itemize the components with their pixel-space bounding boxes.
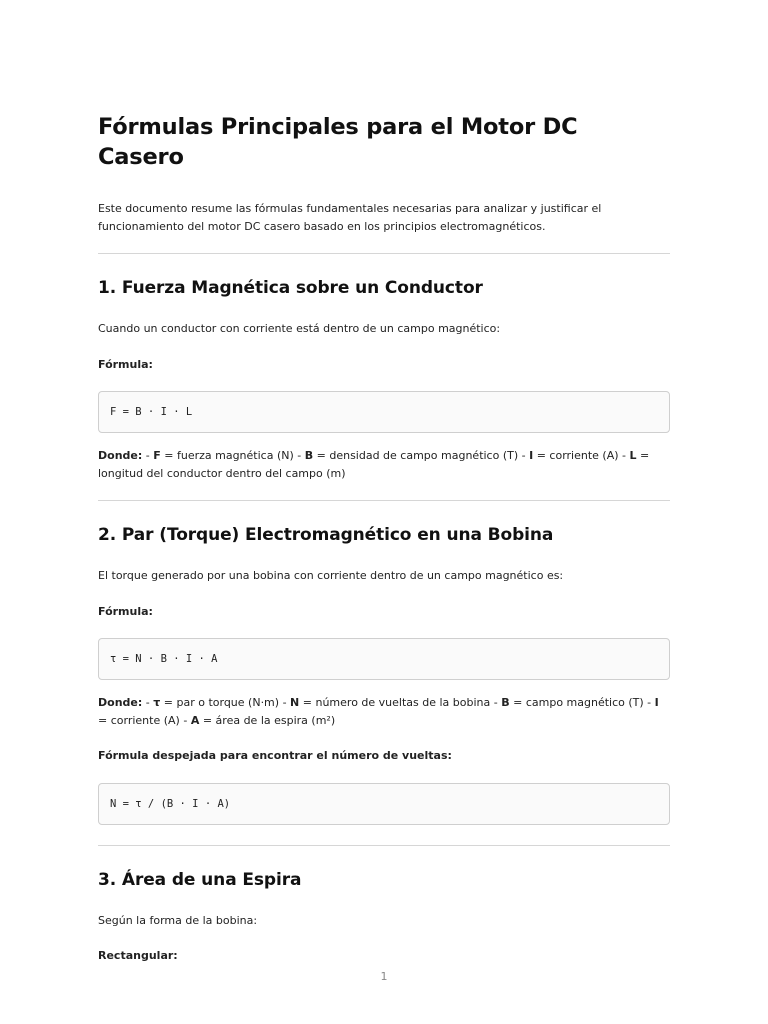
section-text: Cuando un conductor con corriente está dentro de un campo magnético: — [98, 322, 501, 335]
donde-label: Donde: — [98, 696, 143, 709]
document-page — [98, 112, 670, 983]
var-symbol: I — [654, 696, 659, 709]
var-symbol: A — [190, 713, 200, 727]
var-symbol: B — [501, 696, 510, 709]
formula-label: Fórmula: — [98, 604, 153, 618]
donde-label: Donde: — [98, 449, 143, 462]
section-heading: 2. Par (Torque) Electromagnético en una Bobina — [98, 525, 554, 545]
section-text: Según la forma de la bobina: — [98, 913, 258, 927]
section-fuerza-magnetica — [98, 276, 670, 482]
var-desc: densidad de campo magnético (T) — [329, 449, 519, 462]
section-torque — [98, 523, 670, 825]
var-symbol: F — [153, 449, 161, 462]
variables-paragraph: Donde: - τ = par o torque (N·m) - N = número de vueltas de la bobina - B = campo magnético (T) - I = corriente (A) - A = área de la espira (m²) — [98, 696, 659, 727]
page-title: Fórmulas Principales para el Motor DC Casero — [98, 114, 578, 170]
var-symbol: B — [304, 449, 314, 462]
var-symbol: τ — [153, 696, 161, 709]
var-symbol: I — [529, 449, 534, 462]
formula2-label: Fórmula despejada para encontrar el número de vueltas: — [98, 749, 452, 762]
page-number: 1 — [380, 970, 388, 983]
var-desc: par o torque (N·m) — [176, 696, 280, 709]
var-symbol: N — [290, 696, 300, 709]
var-desc: corriente (A) — [110, 713, 180, 727]
var-desc: número de vueltas de la bobina — [315, 696, 491, 709]
var-desc: área de la espira (m²) — [215, 713, 336, 727]
intro-paragraph: Este documento resume las fórmulas fundamentales necesarias para analizar y justificar el funcionamiento del motor DC casero basado en los principios electromagnéticos. — [98, 202, 602, 233]
var-desc: longitud del conductor dentro del campo (m) — [98, 466, 346, 480]
section-text: El torque generado por una bobina con corriente dentro de un campo magnético es: — [98, 569, 564, 582]
section-area-espira — [98, 868, 670, 965]
sub-label: Rectangular: — [98, 949, 178, 962]
var-desc: corriente (A) — [549, 449, 619, 462]
formula-label: Fórmula: — [98, 357, 153, 371]
formula-code-block: F = B · I · L — [98, 391, 670, 433]
var-symbol: L — [629, 449, 637, 462]
variables-paragraph: Donde: - F = fuerza magnética (N) - B = densidad de campo magnético (T) - I = corriente (A) - L = longitud del conductor dentro del campo (m) — [98, 449, 650, 480]
formula-code-block: τ = N · B · I · A — [98, 638, 670, 680]
divider — [98, 845, 670, 846]
divider — [98, 253, 670, 254]
divider — [98, 500, 670, 501]
var-desc: campo magnético (T) — [525, 696, 644, 709]
section-heading: 1. Fuerza Magnética sobre un Conductor — [98, 278, 483, 298]
section-heading: 3. Área de una Espira — [98, 869, 302, 890]
formula2-code-block: N = τ / (B · I · A) — [98, 783, 670, 825]
var-desc: fuerza magnética (N) — [176, 449, 294, 462]
